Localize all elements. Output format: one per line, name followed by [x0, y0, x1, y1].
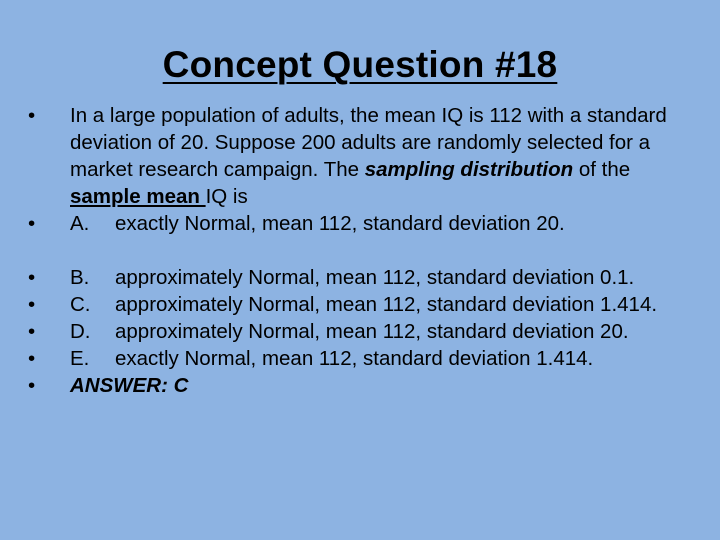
question-text-part2: of the [573, 158, 631, 181]
option-letter: C. [70, 293, 91, 316]
option-letter: A. [70, 212, 90, 235]
bullet-icon: • [28, 266, 36, 289]
option-d [28, 318, 693, 345]
option-a [28, 210, 693, 237]
option-text: exactly Normal, mean 112, standard deviation 20. [115, 212, 565, 235]
option-letter: D. [70, 320, 91, 343]
question-underlined: sample mean [70, 185, 206, 208]
bullet-icon: • [28, 320, 36, 343]
option-text: approximately Normal, mean 112, standard deviation 1.414. [115, 293, 658, 316]
question-text-part3: IQ is [205, 185, 248, 208]
option-text: exactly Normal, mean 112, standard deviation 1.414. [115, 347, 594, 370]
bullet-icon: • [28, 293, 36, 316]
bullet-list [28, 102, 693, 399]
slide-title: Concept Question #18 [162, 44, 558, 85]
option-text: approximately Normal, mean 112, standard deviation 0.1. [115, 266, 635, 289]
slide-body [28, 102, 693, 399]
answer-text: ANSWER: C [70, 374, 189, 397]
option-b [28, 264, 693, 291]
option-e [28, 345, 693, 372]
bullet-icon: • [28, 212, 36, 235]
option-text: approximately Normal, mean 112, standard deviation 20. [115, 320, 629, 343]
bullet-icon: • [28, 104, 36, 127]
option-letter: E. [70, 347, 90, 370]
question-item [28, 102, 693, 210]
question-text-part1: In a large population of adults, the mean IQ is 112 with a standard deviation of 20. Suppose 200 adults are randomly selected for a market research campaign. The [70, 104, 667, 181]
option-letter: B. [70, 266, 90, 289]
question-emphasis: sampling distribution [364, 158, 574, 181]
bullet-icon: • [28, 347, 36, 370]
bullet-icon: • [28, 374, 36, 397]
answer-item [28, 372, 693, 399]
option-c [28, 291, 693, 318]
